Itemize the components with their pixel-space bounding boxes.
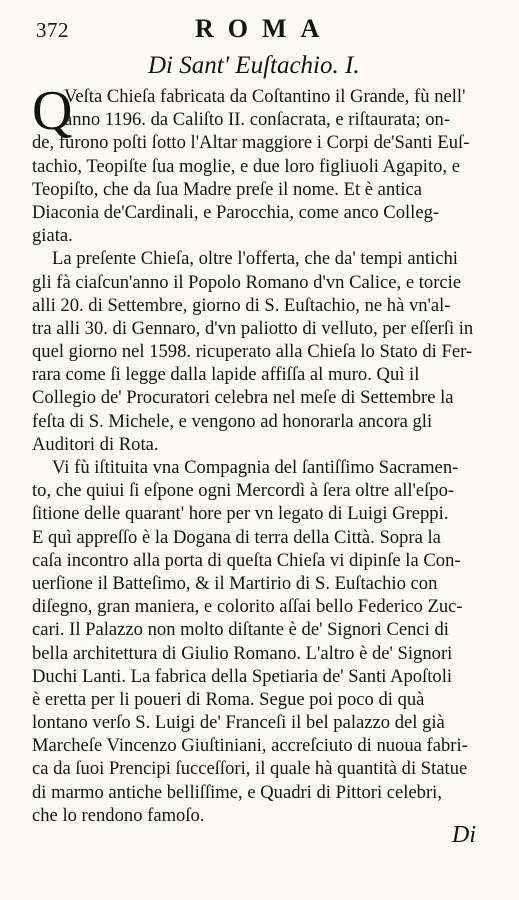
text-line: ca da ſuoi Prencipi ſucceſſori, il quale hà quantità di Statue (32, 758, 468, 780)
paragraph-1 (32, 80, 498, 247)
text-line: caſa incontro alla porta di queſta Chieſa vi dipinſe la Con- (32, 549, 461, 571)
text-line: alli 20. di Settembre, giorno di S. Euſtachio, ne hà vn'al- (32, 294, 451, 316)
text-line: giata. (32, 225, 73, 247)
text-line: uerſione il Batteſimo, & il Martirio di S. Euſtachio con (32, 572, 438, 594)
text-line: che lo rendono famoſo. (32, 804, 205, 826)
page-number: 372 (36, 18, 69, 42)
text-line: Collegio de' Procuratori celebra nel meſe di Settembre la (32, 387, 454, 409)
catchword: Di (452, 822, 476, 848)
text-line: tra alli 30. di Gennaro, d'vn paliotto di velluto, per eſſerſi in (32, 317, 474, 339)
text-line: tachio, Teopiſte ſua moglie, e due loro figliuoli Agapito, e (32, 155, 460, 177)
text-line: diſegno, gran maniera, e colorito aſſai bello Federico Zuc- (32, 596, 463, 618)
text-line: Teopiſto, che da ſua Madre preſe il nome. Et è antica (32, 178, 423, 200)
running-head: ROMA (195, 14, 334, 43)
text-line: di marmo antiche belliſſime, e Quadri di Pittori celebri, (32, 781, 442, 803)
drop-cap: Q (32, 80, 73, 142)
text-line: Marcheſe Vincenzo Giuſtiniani, accreſciuto di nuoua fabri- (32, 735, 468, 757)
text-line: è eretta per li poueri di Roma. Segue poi poco di quà (32, 688, 425, 710)
paragraph-3 (32, 456, 498, 827)
text-line: Vi fù iſtituita vna Compagnia del ſantiſſimo Sacramen- (52, 457, 459, 478)
text-line: anno 1196. da Caliſto II. conſacrata, e riſtaurata; on- (64, 109, 451, 131)
text-line: Veſta Chieſa fabricata da Coſtantino il Grande, fù nell' (64, 86, 466, 107)
text-line: to, che quiui ſi eſpone ogni Mercordì à ſera oltre all'eſpo- (32, 480, 455, 502)
text-line: bella architettura di Giulio Romano. L'altro è de' Signori (32, 642, 453, 664)
body-text (32, 80, 498, 827)
text-line: Diaconia de'Cardinali, e Parocchia, come anco Colleg- (32, 201, 440, 223)
text-line: cari. Il Palazzo non molto diſtante è de' Signori Cenci di (32, 619, 449, 641)
text-line: quel giorno nel 1598. ricuperato alla Chieſa lo Stato di Fer- (32, 341, 473, 363)
text-line: ſitione delle quarant' hore per vn legato di Luigi Greppi. (32, 503, 449, 525)
chapter-title: Di Sant' Euſtachio. I. (148, 52, 360, 79)
paragraph-2 (32, 247, 498, 456)
text-line: rara come ſi legge dalla lapide affiſſa al muro. Quì il (32, 364, 420, 386)
text-line: gli fà ciaſcun'anno il Popolo Romano d'vn Calice, e torcie (32, 271, 462, 293)
text-line: lontano verſo S. Luigi de' Franceſi il bel palazzo del già (32, 712, 445, 734)
text-line: Duchi Lanti. La fabrica della Spetiaria de' Santi Apoſtoli (32, 665, 453, 687)
text-line: Auditori di Rota. (32, 433, 159, 455)
text-line: de, furono poſti ſotto l'Altar maggiore i Corpi de'Santi Euſ- (32, 132, 470, 154)
text-line: E quì appreſſo è la Dogana di terra della Città. Sopra la (32, 526, 441, 548)
text-line: feſta di S. Michele, e vengono ad honorarla ancora gli (32, 410, 433, 432)
text-line: La preſente Chieſa, oltre l'offerta, che da' tempi antichi (52, 248, 458, 270)
